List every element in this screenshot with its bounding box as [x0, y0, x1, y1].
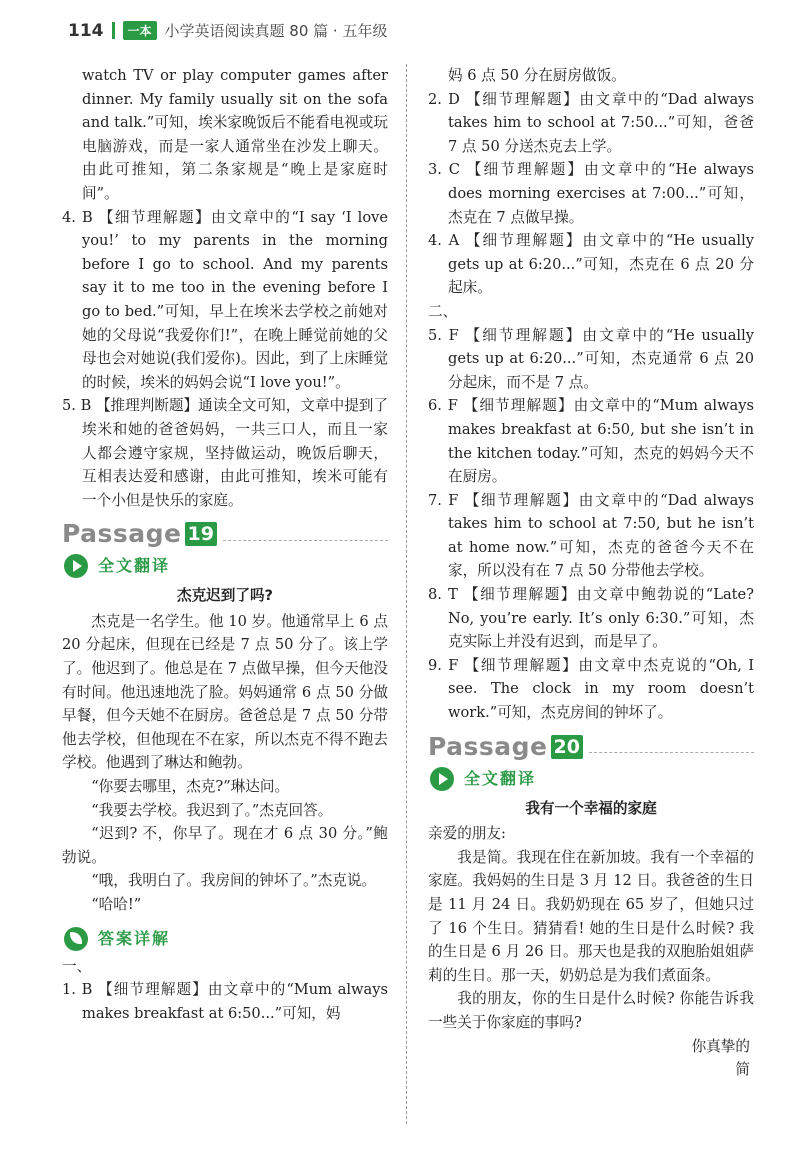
answer-5: 5. B 【推理判断题】通读全文可知，文章中提到了埃米和她的爸爸妈妈，一共三口人，而且一家人都会遵守家规，坚持做运动，晚饭后聊天，互相表达爱和感谢，由此可推知，埃米可能有一个小但是快乐的家庭。 — [62, 397, 388, 509]
answer-3-continued: watch TV or play computer games after dinner. My family usually sit on the sofa and talk.”可知，埃米家晚饭后不能看电视或玩电脑游戏，而是一家人通常坐在沙发上聊天。由此可推知，第二条家规是“晚上是家庭时间”。 — [82, 67, 388, 202]
answer-3: 3. C 【细节理解题】由文章中的“He always does morning exercises at 7:00...”可知，杰克在 7 点做早操。 — [428, 161, 754, 226]
answer-4: 4. A 【细节理解题】由文章中的“He usually gets up at 6:20...”可知，杰克在 6 点 20 分起床。 — [428, 232, 754, 297]
answer-6: 6. F 【细节理解题】由文章中的“Mum always makes breakfast at 6:50, but she isn’t in the kitchen today.”可知，杰克的妈妈今天不在厨房。 — [428, 397, 754, 486]
passage-19-heading — [62, 519, 388, 549]
story-title: 杰克迟到了吗? — [176, 587, 274, 605]
answers-label: 答案详解 — [98, 928, 171, 948]
part-label: 二、 — [428, 302, 458, 320]
passage-number: 20 — [551, 735, 583, 759]
leaf-icon — [64, 927, 88, 951]
story-paragraph: 杰克是一名学生。他 10 岁。他通常早上 6 点 20 分起床，但现在已经是 7 点 50 分了。该上学了。他迟到了。他总是在 7 点做早操，但今天他没有时间。他迅速地洗了脸。妈妈通常 6 点 50 分做早餐，但今天她不在厨房。爸爸总是 7 点 50 分带他去学校，但他现在不在家，所以杰克不得不跑去学校。他遇到了琳达和鲍勃。 — [62, 612, 388, 772]
answer-5: 5. F 【细节理解题】由文章中的“He usually gets up at 6:20...”可知，杰克通常 6 点 20 分起床，而不是 7 点。 — [428, 326, 754, 391]
heading-rule — [589, 740, 754, 753]
story-paragraph: “哦，我明白了。我房间的钟坏了。”杰克说。 — [91, 872, 377, 890]
passage-label: Passage — [62, 519, 182, 549]
story-paragraph: “我要去学校。我迟到了。”杰克回答。 — [91, 801, 333, 819]
book-title: 小学英语阅读真题 80 篇 · 五年级 — [164, 22, 388, 40]
letter-paragraph: 我的朋友，你的生日是什么时候? 你能告诉我一些关于你家庭的事吗? — [428, 990, 754, 1031]
story-title: 我有一个幸福的家庭 — [525, 799, 657, 817]
translation-label: 全文翻译 — [98, 556, 171, 576]
brand-logo: 一本 — [123, 21, 157, 40]
story-paragraph: “迟到? 不，你早了。现在才 6 点 30 分。”鲍勃说。 — [62, 825, 388, 866]
answer-2: 2. D 【细节理解题】由文章中的“Dad always takes him to school at 7:50...”可知，爸爸 7 点 50 分送杰克去上学。 — [428, 90, 754, 155]
letter-paragraph: 我是简。我现在住在新加坡。我有一个幸福的家庭。我妈妈的生日是 3 月 12 日。我爸爸的生日是 11 月 24 日。我奶奶现在 65 岁了，但她只过了 16 个生日。猜猜看! 她的生日是什么时候? 我的生日是 6 月 26 日。那天也是我的双胞胎姐姐萨莉的生日。那一天，奶奶总是为我们煮面条。 — [428, 848, 754, 984]
answer-4: 4. B 【细节理解题】由文章中的“I say ‘I love you!’ to my parents in the morning before I go to school. And my parents say it to me too in the evening before I go to bed.”可知，早上在埃米去学校之前她对她的父母说“我爱你们!”，在晚上睡觉前她的父母也会对她说(我们爱你)。因此，到了上床睡觉的时候，埃米的妈妈会说“I love you!”。 — [62, 208, 388, 391]
answers-heading — [64, 927, 388, 951]
play-icon — [430, 767, 454, 791]
letter-signature: 简 — [735, 1061, 750, 1079]
right-column — [428, 64, 754, 1082]
answer-7: 7. F 【细节理解题】由文章中的“Dad always takes him to school at 7:50, but he isn’t at home now.”可知，杰克的爸爸今天不在家，所以没有在 7 点 50 分带他去学校。 — [428, 491, 754, 580]
story-paragraph: “哈哈!” — [91, 896, 142, 913]
letter-closing: 你真挚的 — [691, 1037, 750, 1055]
passage-label: Passage — [428, 731, 548, 761]
answer-8: 8. T 【细节理解题】由文章中鲍勃说的“Late? No, you’re early. It’s only 6:30.”可知，杰克实际上并没有迟到，而是早了。 — [428, 586, 754, 651]
page-header — [68, 20, 387, 41]
answer-1: 1. B 【细节理解题】由文章中的“Mum always makes breakfast at 6:50...”可知，妈 — [62, 981, 388, 1022]
answer-1-continued: 妈 6 点 50 分在厨房做饭。 — [448, 67, 626, 84]
passage-20-heading — [428, 731, 754, 761]
page-number: 114 — [68, 20, 104, 41]
header-separator — [112, 22, 115, 39]
story-paragraph: “你要去哪里，杰克?”琳达问。 — [91, 778, 290, 796]
left-column — [62, 64, 388, 1025]
play-icon — [64, 554, 88, 578]
part-label: 一、 — [62, 957, 92, 975]
translation-heading — [64, 554, 388, 578]
heading-rule — [223, 528, 388, 541]
answer-9: 9. F 【细节理解题】由文章中杰克说的“Oh, I see. The clock in my room doesn’t work.”可知，杰克房间的钟坏了。 — [428, 656, 754, 722]
translation-heading — [430, 767, 754, 791]
letter-salutation: 亲爱的朋友: — [428, 825, 506, 843]
translation-label: 全文翻译 — [464, 768, 537, 788]
column-divider — [406, 64, 407, 1124]
passage-number: 19 — [185, 522, 217, 546]
